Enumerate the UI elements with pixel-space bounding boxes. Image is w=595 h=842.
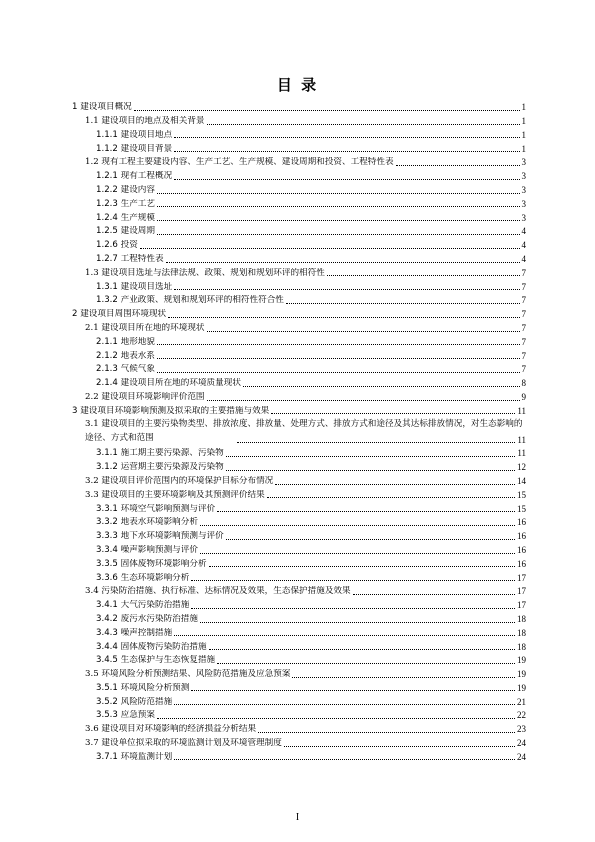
- toc-leader-dots: [134, 110, 520, 111]
- toc-entry[interactable]: [72, 168, 526, 182]
- toc-entry-label: 3.2 建设项目评价范围内的环境保护目标分布情况: [85, 475, 274, 486]
- toc-entry-page: 1: [521, 102, 526, 113]
- toc-leader-dots: [226, 456, 516, 457]
- toc-entry[interactable]: [72, 209, 526, 223]
- toc-entry[interactable]: [72, 182, 526, 196]
- toc-entry[interactable]: [72, 638, 526, 652]
- toc-leader-dots: [207, 124, 520, 125]
- toc-entry-label: 1.2.5 建设周期: [96, 226, 155, 237]
- toc-entry-page: 7: [521, 281, 526, 292]
- toc-leader-dots: [207, 331, 520, 332]
- toc-entry-label: 3.5.1 环境风险分析预测: [96, 682, 190, 693]
- toc-entry[interactable]: [72, 597, 526, 611]
- toc-entry-label: 3.4 污染防治措施、执行标准、达标情况及效果，生态保护措施及效果: [85, 586, 351, 597]
- toc-entry[interactable]: [72, 320, 526, 334]
- toc-entry[interactable]: [72, 375, 526, 389]
- toc-entry-page: 7: [521, 267, 526, 278]
- toc-entry-label: 3.4.2 废污水污染防治措施: [96, 613, 198, 624]
- toc-leader-dots: [174, 289, 519, 290]
- toc-entry-label: 3.3 建设项目的主要环境影响及其预测评价结果: [85, 489, 265, 500]
- toc-leader-dots: [157, 358, 520, 359]
- toc-entry-label: 3.4.5 生态保护与生态恢复措施: [96, 655, 216, 666]
- toc-entry-page: 3: [521, 198, 526, 209]
- toc-entry-label: 1.2.2 建设内容: [96, 184, 155, 195]
- toc-leader-dots: [207, 400, 520, 401]
- toc-entry[interactable]: [72, 583, 526, 597]
- toc-entry[interactable]: [72, 473, 526, 487]
- toc-entry-page: 7: [521, 350, 526, 361]
- toc-entry-page: 3: [521, 212, 526, 223]
- toc-entry-label: 1.2.3 生产工艺: [96, 198, 155, 209]
- toc-entry-page: 16: [517, 531, 526, 542]
- toc-entry-page: 12: [517, 462, 526, 473]
- toc-leader-dots: [140, 248, 520, 249]
- toc-leader-dots: [226, 539, 515, 540]
- toc-leader-dots: [243, 386, 520, 387]
- toc-entry[interactable]: [72, 556, 526, 570]
- toc-entry-page: 17: [517, 586, 526, 597]
- toc-entry[interactable]: [72, 99, 526, 113]
- toc-entry-page: 21: [517, 696, 526, 707]
- toc-entry-label: 3.1.1 施工期主要污染源、污染物: [96, 448, 224, 459]
- toc-leader-dots: [174, 704, 515, 705]
- toc-entry-page: 18: [517, 627, 526, 638]
- toc-entry-label: 2.1.4 建设项目所在地的环境质量现状: [96, 378, 241, 389]
- toc-entry-page: 11: [517, 448, 526, 459]
- toc-leader-dots: [157, 206, 520, 207]
- toc-entry-page: 19: [517, 682, 526, 693]
- toc-entry-page: 1: [521, 129, 526, 140]
- toc-entry[interactable]: [72, 306, 526, 320]
- toc-entry-label: 3.3.5 固体废物环境影响分析: [96, 558, 207, 569]
- toc-entry-label: 2.1.3 气候气象: [96, 364, 155, 375]
- toc-entry[interactable]: [72, 418, 526, 445]
- toc-entry-label: 1.2 现有工程主要建设内容、生产工艺、生产规模、建设周期和投资、工程特性表: [85, 157, 394, 168]
- toc-entry[interactable]: [72, 500, 526, 514]
- toc-entry-label: 1.1.1 建设项目地点: [96, 129, 173, 140]
- toc-entry[interactable]: [72, 514, 526, 528]
- toc-leader-dots: [226, 470, 515, 471]
- toc-leader-dots: [191, 580, 515, 581]
- toc-leader-dots: [168, 317, 519, 318]
- toc-entry[interactable]: [72, 196, 526, 210]
- toc-leader-dots: [174, 179, 519, 180]
- toc-entry-label: 3.4.1 大气污染防治措施: [96, 600, 190, 611]
- toc-entry[interactable]: [72, 389, 526, 403]
- toc-entry[interactable]: [72, 459, 526, 473]
- toc-entry[interactable]: [72, 542, 526, 556]
- toc-entry[interactable]: [72, 611, 526, 625]
- toc-entry[interactable]: [72, 707, 526, 721]
- toc-leader-dots: [209, 649, 515, 650]
- toc-leader-dots: [157, 372, 520, 373]
- toc-leader-dots: [353, 594, 515, 595]
- toc-entry-page: 1: [521, 116, 526, 126]
- toc-entry-label: 3.5.3 应急预案: [96, 710, 155, 721]
- toc-entry-label: 1.3.2 产业政策、规划和规划环评的相符性符合性: [96, 295, 284, 306]
- toc-leader-dots: [237, 442, 515, 443]
- toc-entry[interactable]: [72, 334, 526, 348]
- toc-leader-dots: [174, 759, 515, 760]
- toc-entry-label: 3.3.2 地表水环境影响分析: [96, 517, 198, 528]
- toc-entry-label: 3.3.4 噪声影响预测与评价: [96, 544, 198, 555]
- toc-entry-page: 19: [517, 655, 526, 666]
- toc-leader-dots: [327, 275, 520, 276]
- toc-entry-page: 7: [521, 336, 526, 347]
- toc-entry-label: 3.1.2 运营期主要污染源及污染物: [96, 462, 224, 473]
- toc-leader-dots: [258, 732, 515, 733]
- toc-entry-label: 2 建设项目周围环境现状: [72, 309, 167, 320]
- toc-leader-dots: [284, 746, 515, 747]
- toc-entry[interactable]: [72, 278, 526, 292]
- toc-entry-label: 3.6 建设项目对环境影响的经济损益分析结果: [85, 724, 257, 735]
- toc-entry-label: 1.2.4 生产规模: [96, 212, 155, 223]
- toc-entry-page: 9: [521, 391, 526, 402]
- toc-entry-page: 23: [517, 724, 526, 735]
- page-number: I: [295, 812, 300, 823]
- toc-entry[interactable]: [72, 528, 526, 542]
- toc-leader-dots: [157, 220, 520, 221]
- toc-entry[interactable]: [72, 749, 526, 763]
- toc-entry[interactable]: [72, 292, 526, 306]
- toc-leader-dots: [157, 344, 520, 345]
- toc-entry-page: 24: [517, 751, 526, 762]
- toc-entry-page: 11: [517, 405, 526, 416]
- toc-entry-label: 3.5 环境风险分析预测结果、风险防范措施及应急预案: [85, 669, 291, 680]
- toc-leader-dots: [157, 193, 520, 194]
- toc-entry-label: 1.2.7 工程特性表: [96, 253, 164, 264]
- toc-entry-label: 3.3.6 生态环境影响分析: [96, 572, 190, 583]
- toc-entry[interactable]: [72, 265, 526, 279]
- toc-entry-label: 1 建设项目概况: [72, 102, 132, 113]
- toc-leader-dots: [191, 608, 515, 609]
- toc-leader-dots: [200, 553, 515, 554]
- toc-entry-page: 18: [517, 641, 526, 652]
- toc-entry[interactable]: [72, 113, 526, 127]
- toc-leader-dots: [267, 497, 515, 498]
- toc-leader-dots: [200, 525, 515, 526]
- table-of-contents: [72, 99, 526, 762]
- toc-entry-label: 2.1 建设项目所在地的环境现状: [85, 322, 205, 333]
- toc-leader-dots: [217, 663, 515, 664]
- toc-entry-page: 4: [521, 253, 526, 264]
- toc-entry[interactable]: [72, 223, 526, 237]
- toc-entry[interactable]: [72, 361, 526, 375]
- toc-entry[interactable]: [72, 680, 526, 694]
- toc-entry-label: 3.4.4 固体废物污染防治措施: [96, 641, 207, 652]
- toc-entry[interactable]: [72, 693, 526, 707]
- toc-leader-dots: [166, 262, 520, 263]
- toc-entry-page: 4: [521, 226, 526, 237]
- toc-entry-page: 17: [517, 600, 526, 611]
- toc-entry-label: 1.2.1 现有工程概况: [96, 171, 173, 182]
- toc-entry[interactable]: [72, 487, 526, 501]
- toc-entry-label: 3.3.3 地下水环境影响预测与评价: [96, 531, 224, 542]
- toc-entry-page: 19: [517, 669, 526, 680]
- toc-entry-page: 16: [517, 544, 526, 555]
- toc-entry-page: 3: [521, 171, 526, 182]
- toc-entry-label: 1.1.2 建设项目背景: [96, 143, 173, 154]
- toc-entry-label: 3.4.3 噪声控制措施: [96, 627, 173, 638]
- toc-leader-dots: [157, 718, 515, 719]
- toc-entry[interactable]: [72, 721, 526, 735]
- toc-leader-dots: [275, 484, 515, 485]
- toc-entry[interactable]: [72, 237, 526, 251]
- page-title: 目 录: [276, 76, 319, 94]
- toc-entry[interactable]: [72, 652, 526, 666]
- toc-entry-page: 4: [521, 240, 526, 251]
- toc-entry[interactable]: [72, 735, 526, 749]
- toc-entry-page: 16: [517, 558, 526, 569]
- toc-entry-page: 15: [517, 503, 526, 514]
- toc-entry-label: 2.1.2 地表水系: [96, 350, 155, 361]
- toc-entry-label: 2.2 建设项目环境影响评价范围: [85, 391, 205, 402]
- toc-entry-page: 7: [521, 309, 526, 320]
- toc-entry-page: 8: [521, 378, 526, 389]
- toc-leader-dots: [174, 137, 519, 138]
- toc-entry-label: 3.7.1 环境监测计划: [96, 751, 173, 762]
- toc-leader-dots: [396, 165, 520, 166]
- toc-entry[interactable]: [72, 403, 526, 417]
- toc-leader-dots: [271, 413, 515, 414]
- toc-leader-dots: [286, 303, 520, 304]
- toc-entry-page: 7: [521, 364, 526, 375]
- toc-entry-label: 3.5.2 风险防范措施: [96, 696, 173, 707]
- toc-entry-page: 3: [521, 184, 526, 195]
- toc-leader-dots: [209, 566, 515, 567]
- toc-entry-label: 3 建设项目环境影响预测及拟采取的主要措施与效果: [72, 405, 270, 416]
- toc-leader-dots: [157, 234, 520, 235]
- toc-entry-label: 2.1.1 地形地貌: [96, 336, 155, 347]
- toc-entry-label: 1.3.1 建设项目选址: [96, 281, 173, 292]
- toc-leader-dots: [200, 622, 515, 623]
- toc-entry-label: 3.3.1 环境空气影响预测与评价: [96, 503, 216, 514]
- toc-entry[interactable]: [72, 445, 526, 459]
- toc-entry-page: 15: [517, 489, 526, 500]
- toc-leader-dots: [174, 151, 519, 152]
- toc-leader-dots: [217, 511, 515, 512]
- toc-entry-page: 1: [521, 143, 526, 154]
- toc-entry[interactable]: [72, 154, 526, 168]
- toc-entry[interactable]: [72, 347, 526, 361]
- toc-leader-dots: [191, 690, 515, 691]
- toc-entry-page: 3: [521, 157, 526, 168]
- toc-entry-page: 17: [517, 572, 526, 583]
- toc-entry-label: 3.7 建设单位拟采取的环境监测计划及环境管理制度: [85, 738, 282, 749]
- toc-entry[interactable]: [72, 251, 526, 265]
- toc-entry-page: 16: [517, 517, 526, 528]
- toc-leader-dots: [292, 677, 515, 678]
- toc-entry[interactable]: [72, 666, 526, 680]
- toc-entry[interactable]: [72, 127, 526, 141]
- toc-entry-page: 7: [521, 295, 526, 306]
- toc-entry-page: 7: [521, 322, 526, 333]
- toc-leader-dots: [174, 635, 515, 636]
- toc-entry[interactable]: [72, 625, 526, 639]
- toc-entry-page: 22: [517, 710, 526, 721]
- toc-entry-label: 1.1 建设项目的地点及相关背景: [85, 116, 205, 126]
- toc-entry[interactable]: [72, 569, 526, 583]
- toc-entry-label: 3.1 建设项目的主要污染物类型、排放浓度、排放量、处理方式、排放方式和途径及其达标排放情况，对生态影响的途径、方式和范围: [85, 419, 523, 443]
- toc-entry-label: 1.3 建设项目选址与法律法规、政策、规划和规划环评的相符性: [85, 267, 325, 278]
- toc-entry-page: 18: [517, 613, 526, 624]
- toc-entry-page: 24: [517, 738, 526, 749]
- toc-entry-page: 11: [517, 434, 526, 445]
- toc-entry-label: 1.2.6 投资: [96, 240, 138, 251]
- toc-entry-page: 14: [517, 475, 526, 486]
- toc-entry[interactable]: [72, 140, 526, 154]
